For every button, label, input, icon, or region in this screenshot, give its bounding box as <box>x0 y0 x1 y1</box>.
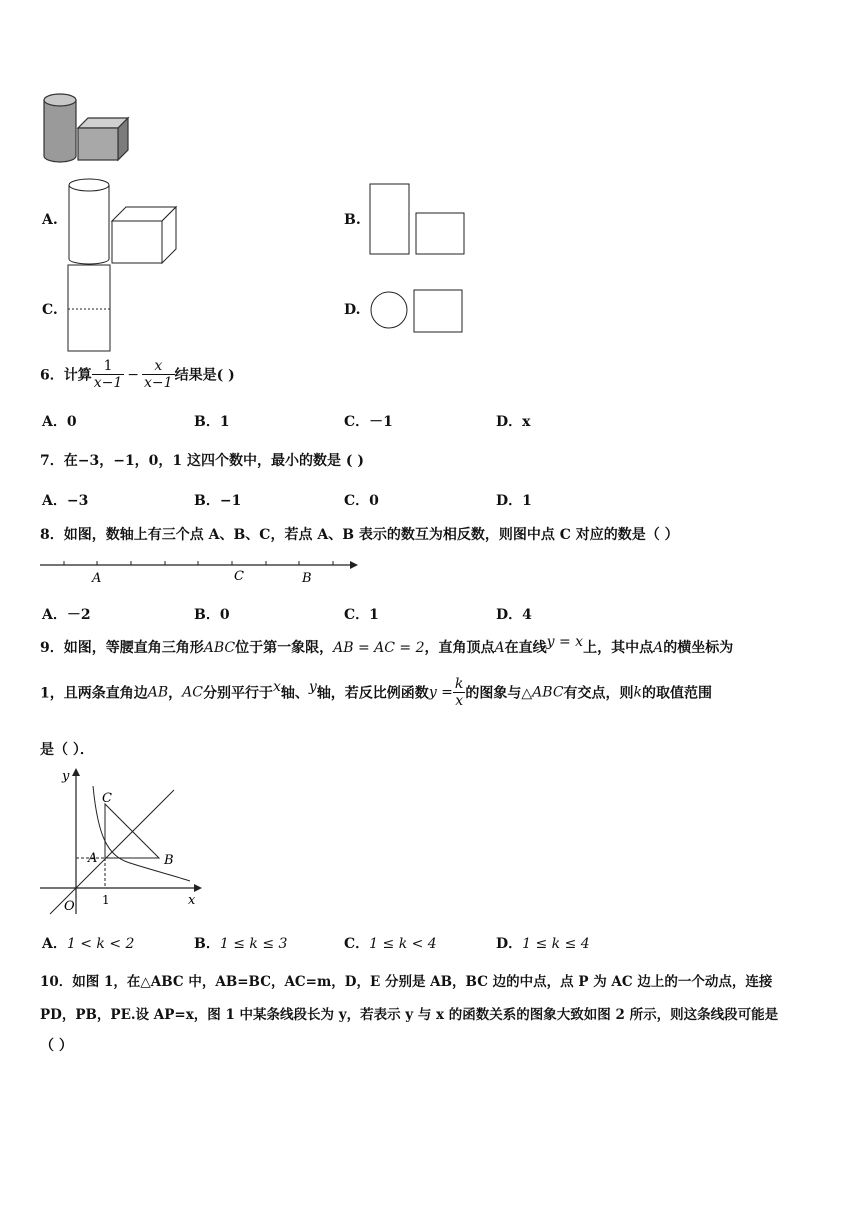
q8-label-c: C <box>234 569 244 584</box>
q9-coordinate-graph <box>40 768 210 918</box>
q6-frac1-den: x−1 <box>93 375 123 391</box>
q9-text: ，直角顶点 <box>424 640 495 656</box>
q8-option-c[interactable]: C．1 <box>344 607 379 623</box>
q9-func-den: x <box>453 692 465 709</box>
q6-fraction-2 <box>142 358 175 391</box>
q6-fraction-1 <box>92 358 125 391</box>
q6-minus: − <box>127 366 140 383</box>
q9-option-a[interactable] <box>42 933 134 953</box>
q9-option-b-letter: B． <box>194 936 220 952</box>
q8-option-d[interactable]: D．4 <box>496 607 532 623</box>
q6-suffix: 结果是( ) <box>174 367 235 384</box>
q9-text: 有交点，则 <box>563 685 634 702</box>
q9-text: 的取值范围 <box>642 685 713 702</box>
q9-graph-label-b: B <box>164 853 174 868</box>
q9-graph-label-1: 1 <box>102 893 110 907</box>
q9-equation-ab-ac: AB = AC = 2 <box>333 640 425 656</box>
q9-option-d-expr: 1 ≤ k ≤ 4 <box>522 936 590 952</box>
q9-text: 9．如图，等腰直角三角形 <box>40 640 204 656</box>
q5-option-b-label[interactable]: B. <box>344 212 361 228</box>
q9-var-a: A <box>653 640 664 656</box>
q7-option-d[interactable]: D．1 <box>496 493 532 509</box>
q5-option-a-label[interactable]: A. <box>42 212 58 228</box>
q7-option-a[interactable]: A．−3 <box>42 493 89 509</box>
q9-text: 上，其中点 <box>583 640 654 656</box>
q9-text: 在直线 <box>504 640 547 656</box>
q9-equation-line: y = x <box>546 634 584 650</box>
q8-number-line <box>40 552 370 592</box>
q5-option-d-figure <box>368 288 468 338</box>
q9-option-c-letter: C． <box>344 936 370 952</box>
q8-label-a: A <box>92 571 102 586</box>
q9-var-a: A <box>494 640 505 656</box>
q9-option-b-expr: 1 ≤ k ≤ 3 <box>219 936 288 952</box>
q6-frac2-num: x <box>154 358 163 374</box>
q9-var-ab: AB <box>147 684 169 701</box>
q5-option-a-figure <box>66 175 186 265</box>
q5-option-c-label[interactable]: C. <box>42 302 58 318</box>
q9-text: 分别平行于 <box>202 685 273 702</box>
q8-stem: 8．如图，数轴上有三个点 A、B、C，若点 A、B 表示的数互为相反数，则图中点 C 对应的数是（ ） <box>40 527 679 543</box>
q9-var-ac: AC <box>182 684 203 701</box>
q9-var-x: x <box>272 678 281 695</box>
q9-graph-label-a: A <box>88 851 98 866</box>
q9-text: 位于第一象限， <box>235 640 334 656</box>
q8-option-b[interactable]: B．0 <box>194 607 230 623</box>
q7-option-b[interactable]: B．−1 <box>194 493 242 509</box>
q9-stem-line-2 <box>40 676 712 709</box>
q6-option-b[interactable]: B．1 <box>194 414 230 430</box>
q6-option-a[interactable]: A．0 <box>42 414 77 430</box>
q9-text: 1，且两条直角边 <box>40 685 148 702</box>
q9-graph-label-o: O <box>64 899 75 914</box>
q9-text: 轴、 <box>280 685 309 702</box>
q9-graph-label-y: y <box>62 769 70 784</box>
q9-text: ， <box>168 685 183 702</box>
q10-stem-line-2: PD，PB，PE.设 AP=x，图 1 中某条线段长为 y，若表示 y 与 x 的函数关系的图象大致如图 2 所示，则这条线段可能是 <box>40 1007 779 1023</box>
q9-var-abc: ABC <box>203 640 236 656</box>
q5-option-d-label[interactable]: D. <box>344 302 361 318</box>
q9-text: 的横坐标为 <box>663 640 734 656</box>
q10-stem-line-3: （ ） <box>40 1038 73 1054</box>
q9-graph-label-x: x <box>188 893 196 908</box>
q9-func-fraction <box>453 676 465 709</box>
q9-option-d[interactable] <box>496 933 590 953</box>
q9-option-b[interactable] <box>194 933 287 953</box>
q6-option-c[interactable]: C．－1 <box>344 414 393 430</box>
q6-option-d[interactable]: D．x <box>496 414 531 430</box>
q9-graph-label-c: C <box>102 791 112 806</box>
q5-option-b-figure <box>368 182 468 257</box>
q9-stem-line-1 <box>40 634 734 657</box>
q8-option-a[interactable]: A．－2 <box>42 607 91 623</box>
q8-label-b: B <box>302 571 312 586</box>
q10-stem-line-1: 10．如图 1，在△ABC 中，AB=BC，AC=m，D，E 分别是 AB，BC 边的中点，点 P 为 AC 边上的一个动点，连接 <box>40 974 773 990</box>
q9-stem-line-3: 是（ ）． <box>40 742 94 758</box>
q9-func-lhs: y = <box>428 684 453 701</box>
q9-option-a-letter: A． <box>42 936 67 952</box>
q5-solid-figure <box>40 92 140 172</box>
q9-var-y: y <box>308 678 317 695</box>
q5-option-c-figure <box>66 263 116 355</box>
q7-stem: 7．在−3，−1，0，1 这四个数中，最小的数是 ( ) <box>40 453 365 469</box>
q9-var-abc: ABC <box>532 684 564 701</box>
q9-text: 轴，若反比例函数 <box>316 685 429 702</box>
q9-option-d-letter: D． <box>496 936 523 952</box>
q7-option-c[interactable]: C．0 <box>344 493 379 509</box>
q6-frac2-den: x−1 <box>144 375 173 391</box>
q6-frac1-num: 1 <box>103 358 113 374</box>
q6-prefix: 6．计算 <box>40 367 92 384</box>
q9-option-c-expr: 1 ≤ k < 4 <box>369 936 437 952</box>
q9-text: 的图象与△ <box>465 685 533 702</box>
q9-option-a-expr: 1 < k < 2 <box>66 936 135 952</box>
q9-option-c[interactable] <box>344 933 437 953</box>
q9-func-num: k <box>454 676 464 692</box>
q9-var-k: k <box>633 684 643 701</box>
q6-stem <box>40 358 235 391</box>
